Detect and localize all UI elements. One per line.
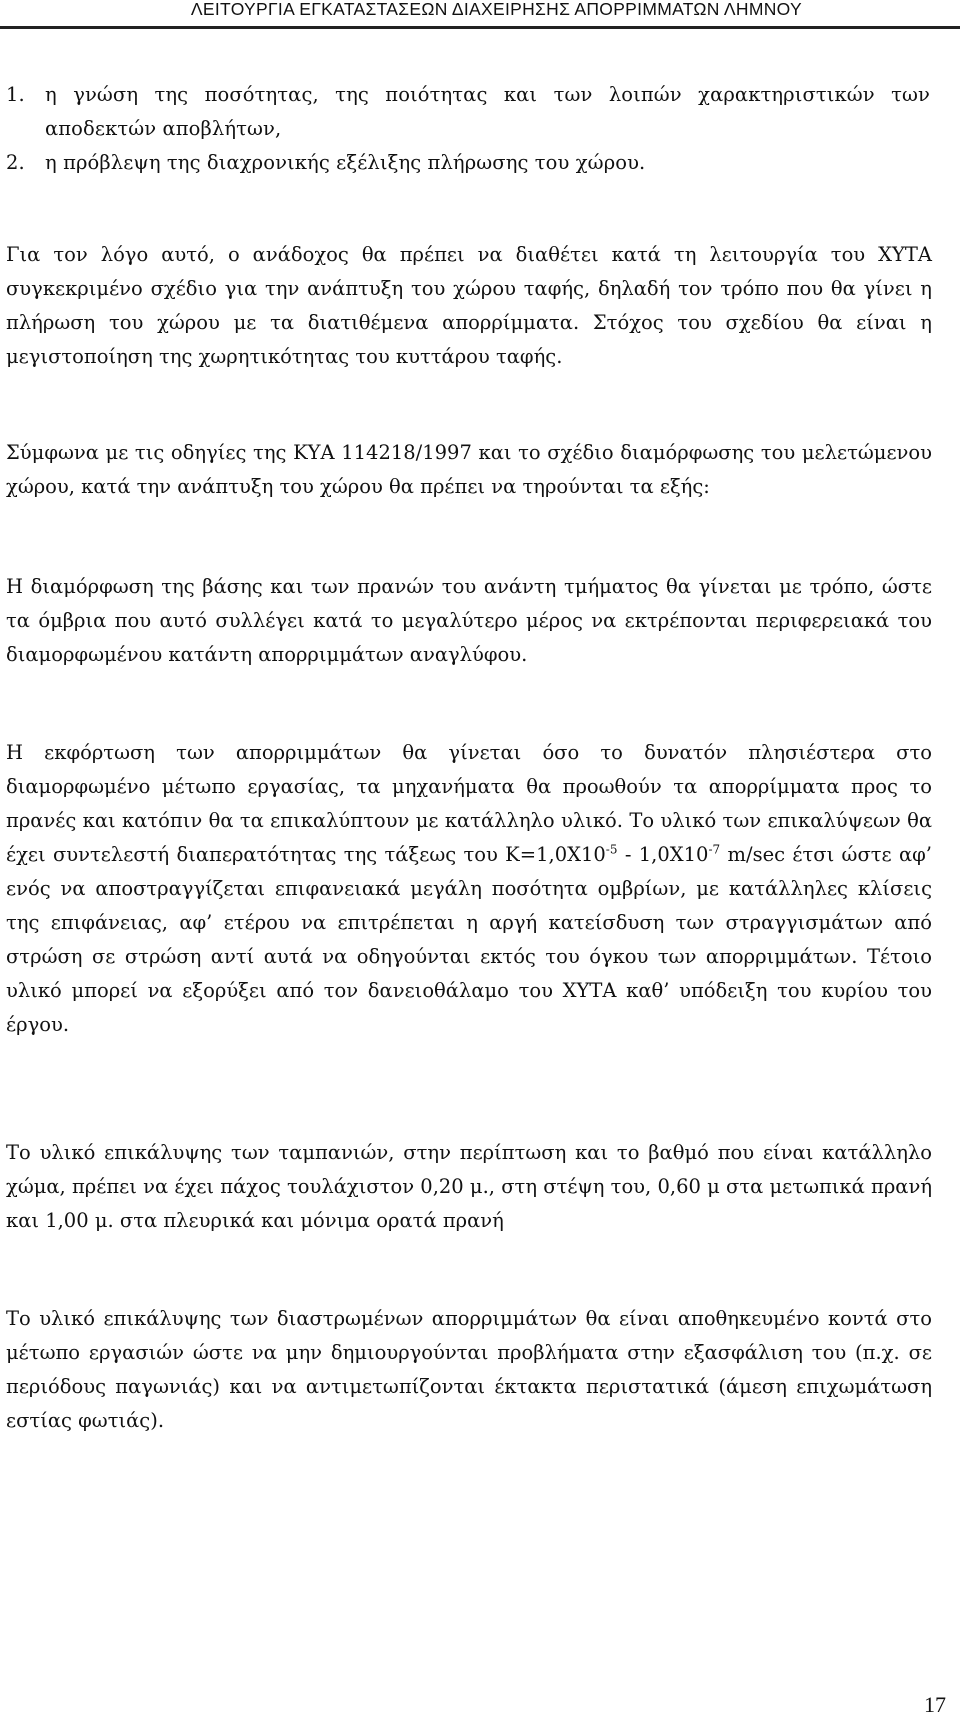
paragraph-6: Το υλικό επικάλυψης των διαστρωμένων απορριμμάτων θα είναι αποθηκευμένο κοντά στο μέτωπο εργασιών ώστε να μην δημιουργούνται προβλήματα στην εξασφάλιση του (π.χ. σε περιόδους παγωνιάς) και να αντιμετωπίζονται έκτακτα περιστατικά (άμεση επιχωμάτωση εστίας φωτιάς). — [6, 1307, 932, 1432]
paragraph-5: Το υλικό επικάλυψης των ταμπανιών, στην περίπτωση και το βαθμό που είναι κατάλληλο χώμα, πρέπει να έχει πάχος τουλάχιστον 0,20 μ., στη στέψη του, 0,60 μ στα μετωπικά πρανή και 1,00 μ. στα πλευρικά και μόνιμα ορατά πρανή — [6, 1141, 932, 1232]
list-item-text: η πρόβλεψη της διαχρονικής εξέλιξης πλήρωσης του χώρου. — [45, 151, 646, 174]
paragraph-2: Σύμφωνα με τις οδηγίες της ΚΥΑ 114218/1997 και το σχέδιο διαμόρφωσης του μελετώμενου χώρου, κατά την ανάπτυξη του χώρου θα πρέπει να τηρούνται τα εξής: — [6, 441, 932, 498]
list-item — [0, 146, 930, 180]
list-item-text: η γνώση της ποσότητας, της ποιότητας και των λοιπών χαρακτηριστικών των αποδεκτών αποβλήτων, — [45, 83, 930, 140]
paragraph-4 — [6, 736, 932, 1042]
list-item — [0, 78, 930, 146]
page-header — [0, 0, 960, 29]
paragraph-4-part-b: - 1,0Χ10 — [617, 843, 709, 866]
list-item-number: 2. — [6, 151, 25, 174]
page-number: 17 — [924, 1692, 946, 1717]
paragraph-4-part-a: Η εκφόρτωση των απορριμμάτων θα γίνεται όσο το δυνατόν πλησιέστερα στο διαμορφωμένο μέτωπο εργασίας, τα μηχανήματα θα προωθούν τα απορρίμματα προς το πρανές και κατόπιν θα τα επικαλύπτουν με κατάλληλο υλικό. Το υλικό των επικαλύψεων θα έχει συντελεστή διαπερατότητας της τάξεως του Κ=1,0Χ10 — [6, 741, 932, 866]
paragraph-3: Η διαμόρφωση της βάσης και των πρανών του ανάντη τμήματος θα γίνεται με τρόπο, ώστε τα όμβρια που αυτό συλλέγει κατά το μεγαλύτερο μέρος να εκτρέπονται περιφερειακά του διαμορφωμένου κατάντη απορριμμάτων αναγλύφου. — [6, 575, 932, 666]
paragraph-4-part-c: m/sec έτσι ώστε αφ’ ενός να αποστραγγίζεται επιφανειακά μεγάλη ποσότητα ομβρίων, με κατάλληλες κλίσεις της επιφάνειας, αφ’ ετέρου να επιτρέπεται η αργή κατείσδυση των στραγγισμάτων από στρώση σε στρώση αντί αυτά να οδηγούνται εκτός του όγκου των απορριμμάτων. Τέτοιο υλικό μπορεί να εξορύξει από τον δανειοθάλαμο του ΧΥΤΑ καθ’ υπόδειξη του κυρίου του έργου. — [6, 843, 932, 1036]
header-title: ΛΕΙΤΟΥΡΓΙΑ ΕΓΚΑΤΑΣΤΑΣΕΩΝ ΔΙΑΧΕΙΡΗΣΗΣ ΑΠΟΡΡΙΜΜΑΤΩΝ ΛΗΜΝΟΥ — [190, 0, 802, 19]
list-item-number: 1. — [6, 83, 25, 106]
numbered-list — [0, 78, 930, 180]
exponent-2: -7 — [708, 842, 721, 857]
exponent-1: -5 — [605, 842, 618, 857]
paragraph-1: Για τον λόγο αυτό, ο ανάδοχος θα πρέπει να διαθέτει κατά τη λειτουργία του ΧΥΤΑ συγκεκριμένο σχέδιο για την ανάπτυξη του χώρου ταφής, δηλαδή τον τρόπο που θα γίνει η πλήρωση του χώρου με τα διατιθέμενα απορρίμματα. Στόχος του σχεδίου θα είναι η μεγιστοποίηση της χωρητικότητας του κυττάρου ταφής. — [6, 243, 932, 368]
